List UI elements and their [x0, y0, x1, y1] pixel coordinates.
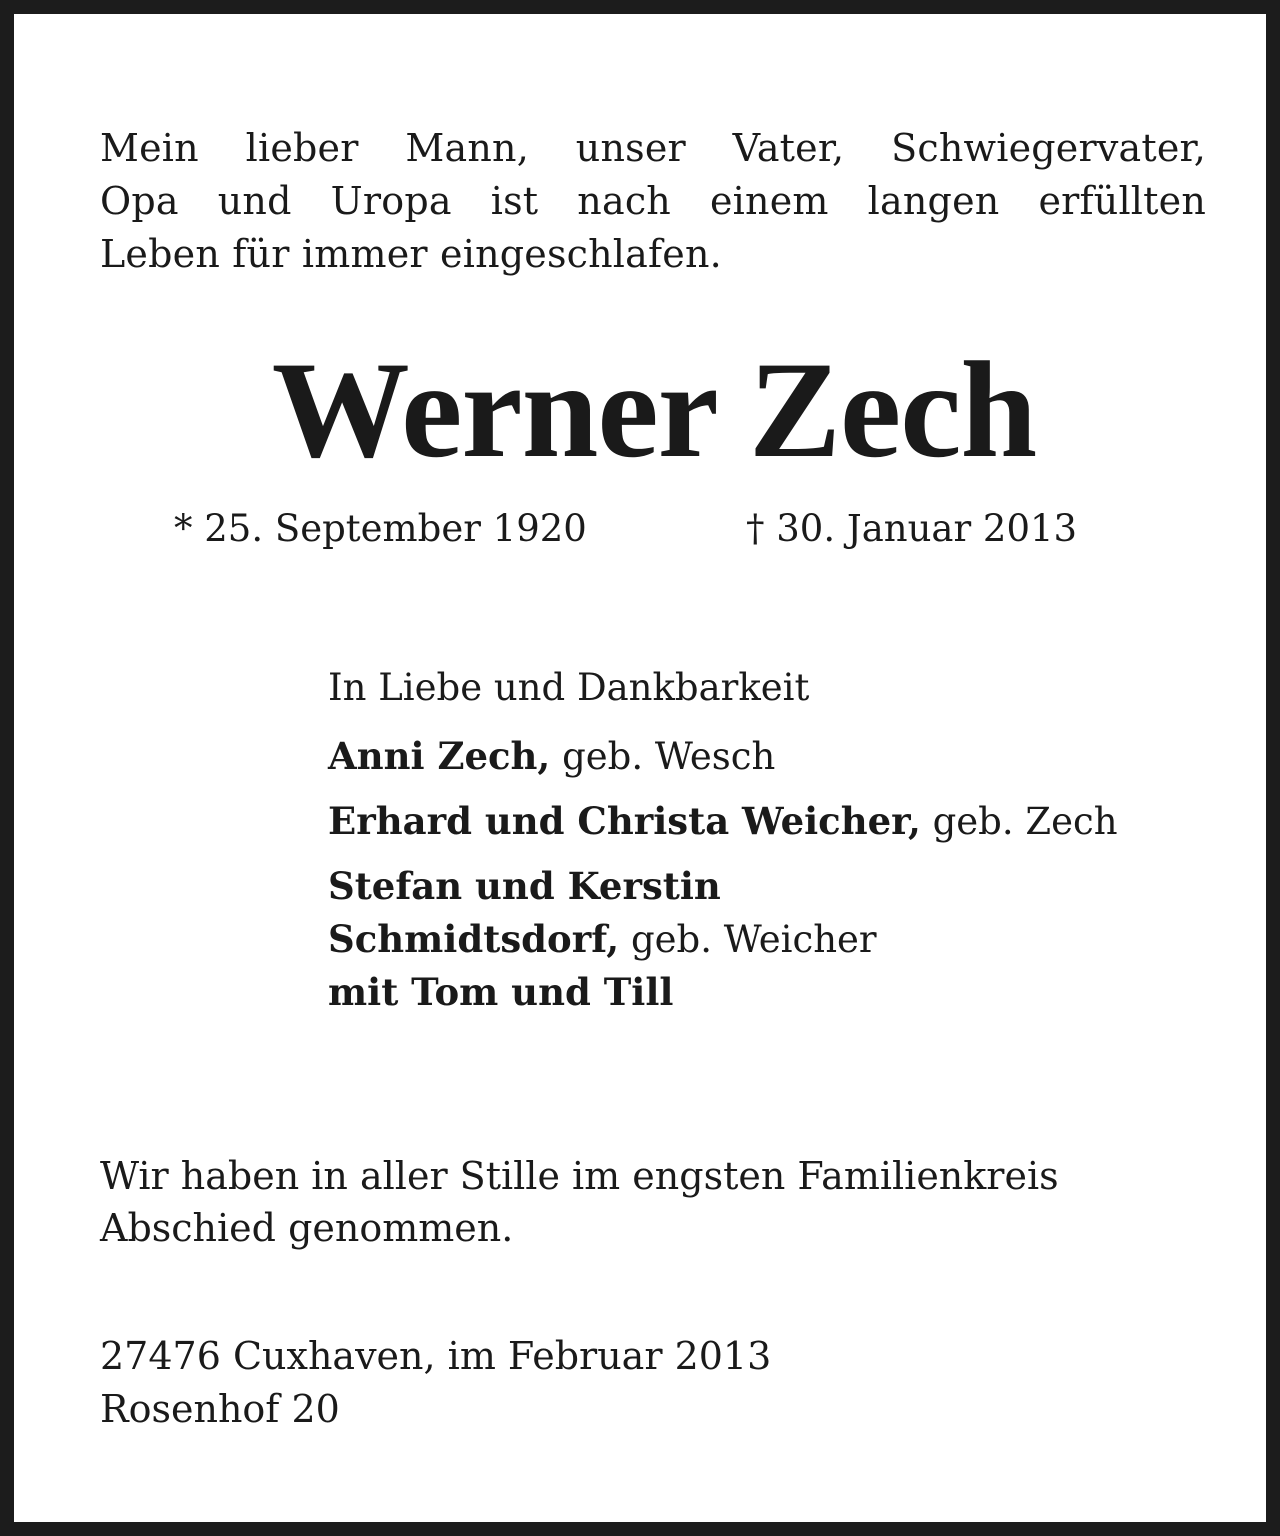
mourner-entry: [328, 795, 1118, 848]
closing-line: Abschied genommen.: [100, 1206, 514, 1250]
mourner-entry: [328, 730, 1118, 783]
intro-line: Opa und Uropa ist nach einem langen erfüllten: [100, 179, 1206, 223]
mourner-name: Schmidtsdorf,: [328, 917, 620, 961]
mourner-maiden-name: geb. Zech: [920, 800, 1118, 843]
intro-text: [100, 122, 1206, 281]
mourner-name: Anni Zech,: [328, 734, 551, 778]
mourner-name: Erhard und Christa Weicher,: [328, 799, 921, 843]
thanks-line: In Liebe und Dankbarkeit: [328, 666, 810, 709]
intro-line: Mein lieber Mann, unser Vater, Schwiegervater,: [100, 126, 1206, 170]
closing-line: Wir haben in aller Stille im engsten Familienkreis: [100, 1154, 1059, 1198]
mourners-block: [328, 662, 1118, 1031]
mourner-maiden-name: geb. Wesch: [550, 735, 776, 778]
death-date: † 30. Januar 2013: [746, 507, 1078, 550]
mourner-entry: [328, 860, 1118, 1019]
deceased-name: Werner Zech: [271, 333, 1037, 486]
mourner-grandchildren: mit Tom und Till: [328, 970, 674, 1014]
birth-date: * 25. September 1920: [174, 507, 587, 550]
place-and-address: [100, 1330, 771, 1436]
mourner-name: Stefan und Kerstin: [328, 864, 721, 908]
intro-line: Leben für immer eingeschlafen.: [100, 232, 722, 276]
place-date-line: 27476 Cuxhaven, im Februar 2013: [100, 1334, 772, 1378]
address-line: Rosenhof 20: [100, 1387, 340, 1431]
closing-text: [100, 1150, 1206, 1254]
mourner-maiden-name: geb. Weicher: [619, 918, 877, 961]
